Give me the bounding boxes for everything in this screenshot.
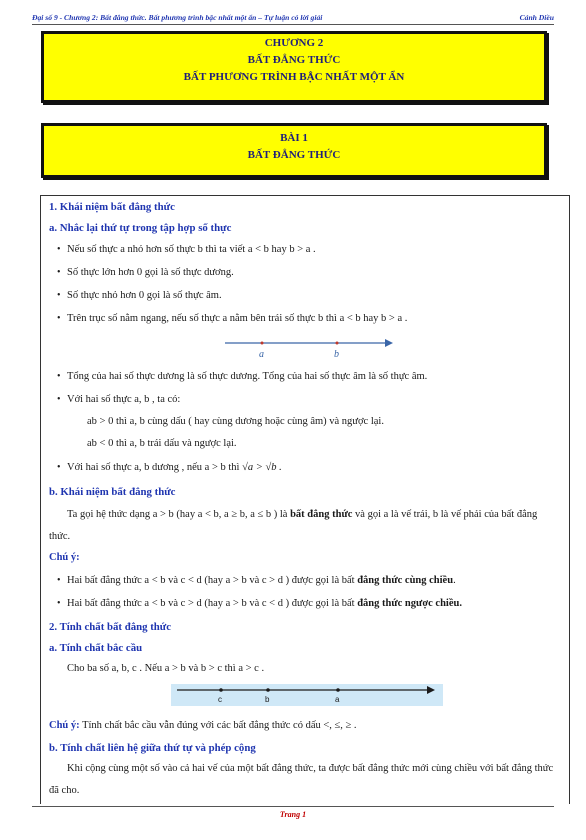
- definition-post: và gọi a là vế trái, b là vế phải của bất đẳng thức.: [49, 509, 538, 542]
- header-left: Đại số 9 - Chương 2: Bất đẳng thức. Bất phương trình bậc nhất một ẩn – Tự luận có lời giải: [32, 13, 323, 22]
- section-2b-title: b. Tính chất liên hệ giữa thứ tự và phép cộng: [49, 742, 256, 754]
- note-1-end: .: [453, 575, 456, 586]
- bullet-6-item-1: ab > 0 thì a, b cùng dấu ( hay cùng dương hoặc cùng âm) và ngược lại.: [87, 416, 384, 427]
- axis2-label-a: a: [335, 695, 340, 704]
- chapter-title-box: [41, 31, 547, 103]
- lesson-title: BẤT ĐẲNG THỨC: [247, 149, 341, 161]
- bullet-6-item-2: ab < 0 thì a, b trái dấu và ngược lại.: [87, 438, 237, 449]
- note-2-line: [49, 720, 357, 731]
- bullet-3: • Số thực nhỏ hơn 0 gọi là số thực âm.: [67, 290, 222, 301]
- bullet-7: [67, 462, 282, 473]
- section-1b-title: b. Khái niệm bất đẳng thức: [49, 486, 176, 498]
- axis2-label-b: b: [265, 695, 270, 704]
- page-header: [32, 13, 554, 25]
- content-frame: [40, 195, 570, 804]
- note-2-text: Hai bất đẳng thức a < b và c > d (hay a > b và c < d ) được gọi là bất: [67, 598, 358, 609]
- number-line-1: [41, 329, 569, 369]
- bullet-7-text: Với hai số thực a, b dương , nếu a > b thì: [67, 462, 243, 473]
- section-1a-title: a. Nhắc lại thứ tự trong tập hợp số thực: [49, 222, 232, 234]
- axis1-label-a: a: [259, 349, 264, 360]
- note-label: Chú ý:: [49, 552, 80, 563]
- section-2-title: 2. Tính chất bất đẳng thức: [49, 621, 172, 633]
- bullet-5: • Tổng của hai số thực dương là số thực dương. Tổng của hai số thực âm là số thực âm.: [67, 371, 427, 382]
- definition-pre: Ta gọi hệ thức dạng a > b (hay a < b, a ≥ b, a ≤ b ) là: [67, 509, 291, 520]
- header-right: Cánh Diều: [519, 13, 554, 22]
- section-1-title: 1. Khái niệm bất đẳng thức: [49, 201, 175, 213]
- note-1-text: Hai bất đẳng thức a < b và c < d (hay a > b và c > d ) được gọi là bất: [67, 575, 358, 586]
- note-1-term: đẳng thức cùng chiều: [357, 575, 454, 586]
- note-bullet-1: [67, 575, 456, 586]
- note-2-term: đẳng thức ngược chiều.: [357, 598, 462, 609]
- section-2a-title: a. Tính chất bắc cầu: [49, 642, 143, 654]
- bullet-2: • Số thực lớn hơn 0 gọi là số thực dương.: [67, 267, 234, 278]
- sqrt-inequality: √a > √b .: [242, 462, 282, 473]
- page-footer: Trang 1: [32, 806, 554, 819]
- lesson-number: BÀI 1: [280, 132, 308, 144]
- chapter-number: CHƯƠNG 2: [264, 37, 324, 49]
- definition-paragraph: [49, 504, 561, 548]
- chapter-title-line2: BẤT PHƯƠNG TRÌNH BẬC NHẤT MỘT ẨN: [183, 71, 405, 83]
- definition-term: bất đẳng thức: [290, 509, 353, 520]
- bullet-1: • Nếu số thực a nhỏ hơn số thực b thì ta viết a < b hay b > a .: [67, 244, 316, 255]
- transitive-text: Cho ba số a, b, c . Nếu a > b và b > c thì a > c .: [67, 663, 265, 674]
- chapter-title-line1: BẤT ĐẲNG THỨC: [247, 54, 341, 66]
- lesson-title-box: [41, 123, 547, 178]
- note-2-label: Chú ý:: [49, 720, 80, 731]
- bullet-4: • Trên trục số nằm ngang, nếu số thực a nằm bên trái số thực b thì a < b hay b > a .: [67, 313, 407, 324]
- axis1-label-b: b: [334, 349, 339, 360]
- addition-paragraph: [49, 758, 561, 802]
- note-2-body: Tính chất bắc cầu vẫn đúng với các bất đẳng thức có dấu <, ≤, ≥ .: [79, 720, 357, 731]
- number-line-2: [41, 681, 569, 713]
- addition-text: Khi cộng cùng một số vào cả hai vế của một bất đẳng thức, ta được bất đẳng thức mới cùng chiều với bất đẳng thức đã cho.: [49, 763, 554, 796]
- bullet-6: • Với hai số thực a, b , ta có:: [67, 394, 180, 405]
- axis2-label-c: c: [218, 695, 222, 704]
- note-bullet-2: [67, 598, 462, 609]
